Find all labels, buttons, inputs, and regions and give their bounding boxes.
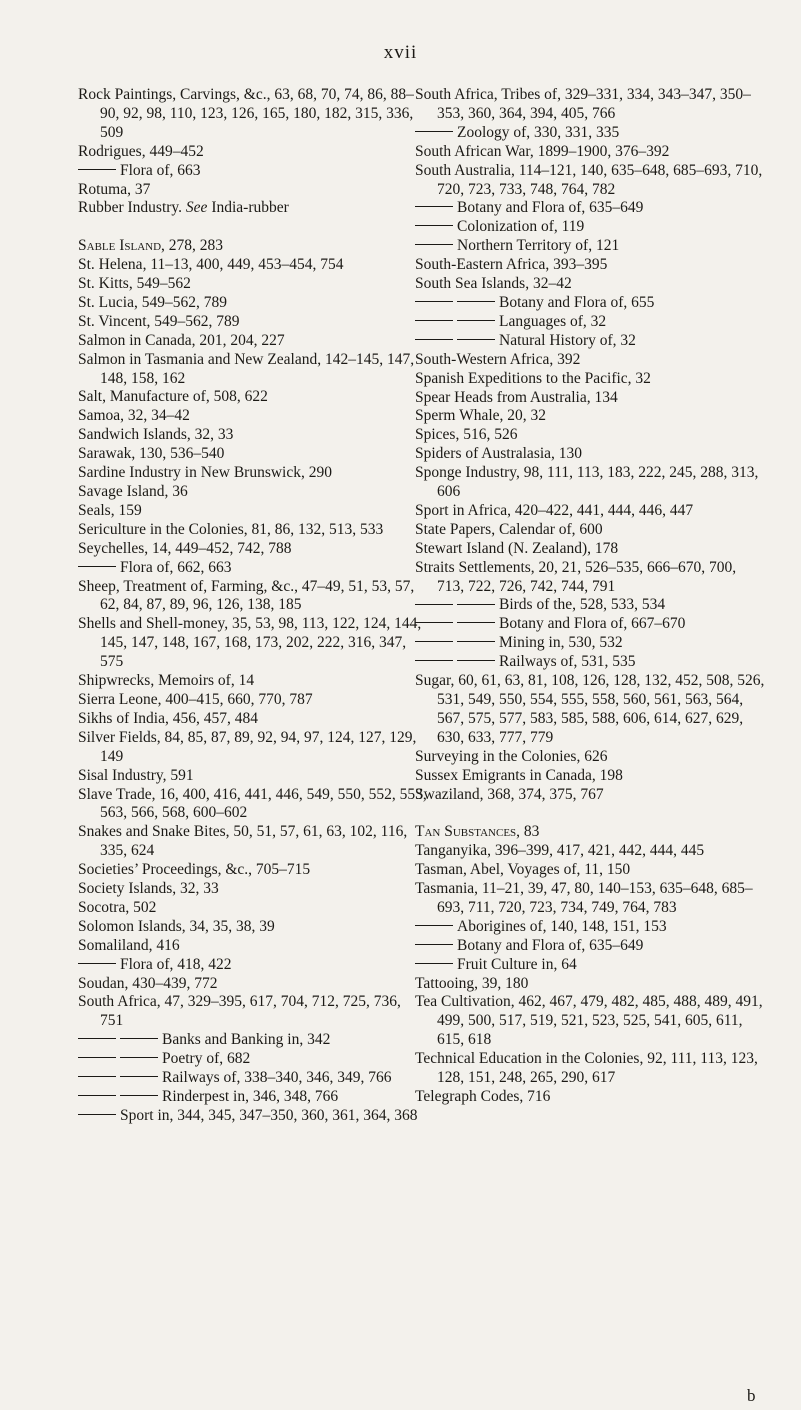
entry-text: Tea Cultivation, 462, 467, 479, 482, 485, 488, 489, 491, 499, 500, 517, 519, 521, 523, 525, 541, 605, 611, 615, 618 bbox=[415, 993, 763, 1049]
index-entry bbox=[78, 502, 428, 521]
index-entry bbox=[415, 502, 765, 521]
index-subentry bbox=[415, 124, 765, 143]
ditto-dash bbox=[415, 225, 453, 226]
entry-text: Tasmania, 11–21, 39, 47, 80, 140–153, 635–648, 685–693, 711, 720, 723, 734, 749, 764, 783 bbox=[415, 880, 753, 916]
entry-text: Sarawak, 130, 536–540 bbox=[78, 445, 225, 463]
index-entry bbox=[78, 407, 428, 426]
ditto-dash bbox=[457, 301, 495, 302]
entry-text: Rodrigues, 449–452 bbox=[78, 142, 204, 160]
ditto-dash bbox=[415, 206, 453, 207]
ditto-dash bbox=[415, 244, 453, 245]
entry-text: Tasman, Abel, Voyages of, 11, 150 bbox=[415, 861, 631, 879]
entry-text: Birds of the, 528, 533, 534 bbox=[499, 596, 666, 614]
entry-text: Banks and Banking in, 342 bbox=[162, 1031, 331, 1049]
index-entry bbox=[415, 1050, 765, 1088]
entry-text: Rotuma, 37 bbox=[78, 180, 151, 198]
entry-text: South Africa, Tribes of, 329–331, 334, 343–347, 350–353, 360, 364, 394, 405, 766 bbox=[415, 86, 751, 122]
entry-text: Sussex Emigrants in Canada, 198 bbox=[415, 766, 623, 784]
entry-text: Flora of, 662, 663 bbox=[120, 558, 232, 576]
entry-text: South Sea Islands, 32–42 bbox=[415, 275, 572, 293]
entry-text: Sport in Africa, 420–422, 441, 444, 446, 447 bbox=[415, 501, 694, 519]
ditto-dash bbox=[415, 925, 453, 926]
index-entry bbox=[78, 332, 428, 351]
entry-text: South-Eastern Africa, 393–395 bbox=[415, 256, 608, 274]
ditto-dash bbox=[120, 1095, 158, 1096]
index-subentry bbox=[415, 237, 765, 256]
entry-text: Mining in, 530, 532 bbox=[499, 634, 623, 652]
entry-text: Sierra Leone, 400–415, 660, 770, 787 bbox=[78, 690, 313, 708]
entry-text: South Africa, 47, 329–395, 617, 704, 712, 725, 736, 751 bbox=[78, 993, 401, 1030]
ditto-dash bbox=[120, 1038, 158, 1039]
entry-text: St. Helena, 11–13, 400, 449, 453–454, 754 bbox=[78, 256, 344, 274]
entry-text: Sperm Whale, 20, 32 bbox=[415, 407, 547, 425]
ditto-dash bbox=[457, 622, 495, 623]
index-entry bbox=[78, 237, 428, 256]
index-entry bbox=[78, 767, 428, 786]
entry-text: Straits Settlements, 20, 21, 526–535, 666–670, 700, 713, 722, 726, 742, 744, 791 bbox=[415, 558, 737, 595]
entry-text: Soudan, 430–439, 772 bbox=[78, 974, 218, 992]
index-subentry bbox=[78, 1107, 428, 1126]
index-entry bbox=[78, 615, 428, 672]
ditto-dash bbox=[457, 660, 495, 661]
entry-text: St. Vincent, 549–562, 789 bbox=[78, 312, 240, 330]
entry-text: Sheep, Treatment of, Farming, &c., 47–49, 51, 53, 57, 62, 84, 87, 89, 96, 126, 138, 185 bbox=[78, 577, 415, 614]
index-entry bbox=[78, 691, 428, 710]
entry-text: State Papers, Calendar of, 600 bbox=[415, 520, 603, 538]
index-entry bbox=[415, 389, 765, 408]
index-subentry bbox=[78, 1050, 428, 1069]
index-subentry bbox=[415, 653, 765, 672]
entry-text: Socotra, 502 bbox=[78, 898, 157, 916]
entry-text: Stewart Island (N. Zealand), 178 bbox=[415, 539, 619, 557]
index-entry bbox=[415, 823, 765, 842]
entry-text: Botany and Flora of, 655 bbox=[499, 293, 655, 311]
entry-text: Fruit Culture in, 64 bbox=[457, 955, 577, 973]
index-entry bbox=[415, 993, 765, 1050]
entry-text: Sikhs of India, 456, 457, 484 bbox=[78, 709, 258, 727]
index-entry bbox=[415, 445, 765, 464]
index-subentry bbox=[415, 218, 765, 237]
entry-heading: Sable Island bbox=[78, 237, 162, 255]
index-entry bbox=[78, 710, 428, 729]
index-subentry bbox=[415, 634, 765, 653]
entry-text: Sugar, 60, 61, 63, 81, 108, 126, 128, 132, 452, 508, 526, 531, 549, 550, 554, 555, 558, 560, 561, 563, 564, 567, 575, 577, 583, 585, 588, 606, 614, 627, 629, 630, 633, 777, 779 bbox=[415, 672, 765, 746]
entry-text: Botany and Flora of, 635–649 bbox=[457, 936, 644, 954]
entry-text: Poetry of, 682 bbox=[162, 1050, 251, 1068]
entry-text: Shells and Shell-money, 35, 53, 98, 113, 122, 124, 144, 145, 147, 148, 167, 168, 173, 202, 222, 316, 347, 575 bbox=[78, 615, 422, 671]
index-entry bbox=[78, 426, 428, 445]
index-entry bbox=[78, 313, 428, 332]
index-entry bbox=[78, 937, 428, 956]
entry-text: Swaziland, 368, 374, 375, 767 bbox=[415, 785, 604, 803]
index-column-left bbox=[78, 86, 428, 1126]
ditto-dash bbox=[415, 301, 453, 302]
index-entry bbox=[78, 899, 428, 918]
entry-text: South-Western Africa, 392 bbox=[415, 350, 581, 368]
ditto-dash bbox=[78, 1114, 116, 1115]
entry-text: Solomon Islands, 34, 35, 38, 39 bbox=[78, 917, 275, 935]
ditto-dash bbox=[78, 169, 116, 170]
entry-text: Spices, 516, 526 bbox=[415, 426, 518, 444]
index-entry bbox=[415, 407, 765, 426]
ditto-dash bbox=[415, 320, 453, 321]
index-entry bbox=[415, 559, 765, 597]
index-entry bbox=[415, 880, 765, 918]
entry-text: Telegraph Codes, 716 bbox=[415, 1088, 551, 1106]
entry-text: South Australia, 114–121, 140, 635–648, 685–693, 710, 720, 723, 733, 748, 764, 782 bbox=[415, 161, 763, 198]
index-subentry bbox=[78, 162, 428, 181]
index-subentry bbox=[415, 294, 765, 313]
entry-text: Salmon in Tasmania and New Zealand, 142–145, 147, 148, 158, 162 bbox=[78, 350, 415, 387]
ditto-dash bbox=[78, 963, 116, 964]
index-entry bbox=[78, 464, 428, 483]
index-entry bbox=[415, 1088, 765, 1107]
index-subentry bbox=[78, 559, 428, 578]
entry-text: Sisal Industry, 591 bbox=[78, 766, 194, 784]
entry-see-target: India-rubber bbox=[207, 199, 289, 217]
ditto-dash bbox=[120, 1057, 158, 1058]
index-entry bbox=[78, 483, 428, 502]
entry-text: Flora of, 418, 422 bbox=[120, 955, 232, 973]
index-entry bbox=[415, 370, 765, 389]
ditto-dash bbox=[78, 1076, 116, 1077]
entry-text: South African War, 1899–1900, 376–392 bbox=[415, 142, 670, 160]
signature-mark: b bbox=[747, 1386, 756, 1405]
entry-text: Salt, Manufacture of, 508, 622 bbox=[78, 388, 268, 406]
ditto-dash bbox=[415, 339, 453, 340]
entry-text: Languages of, 32 bbox=[499, 312, 607, 330]
entry-text: Aborigines of, 140, 148, 151, 153 bbox=[457, 917, 667, 935]
index-entry bbox=[78, 918, 428, 937]
ditto-dash bbox=[78, 1057, 116, 1058]
entry-text: Somaliland, 416 bbox=[78, 936, 180, 954]
entry-text: Zoology of, 330, 331, 335 bbox=[457, 123, 620, 141]
index-entry bbox=[415, 256, 765, 275]
ditto-dash bbox=[415, 604, 453, 605]
entry-text: Sandwich Islands, 32, 33 bbox=[78, 426, 234, 444]
index-entry bbox=[78, 181, 428, 200]
index-subentry bbox=[78, 1088, 428, 1107]
index-entry bbox=[415, 426, 765, 445]
index-subentry bbox=[78, 1069, 428, 1088]
entry-heading: Tan Substances bbox=[415, 823, 517, 841]
index-entry bbox=[415, 86, 765, 124]
index-entry bbox=[78, 975, 428, 994]
index-subentry bbox=[78, 1031, 428, 1050]
index-subentry bbox=[415, 937, 765, 956]
entry-text: Samoa, 32, 34–42 bbox=[78, 407, 190, 425]
index-entry bbox=[78, 256, 428, 275]
ditto-dash bbox=[457, 320, 495, 321]
index-entry bbox=[415, 767, 765, 786]
entry-text: Seals, 159 bbox=[78, 501, 142, 519]
entry-text: , 83 bbox=[516, 823, 540, 841]
ditto-dash bbox=[78, 1095, 116, 1096]
index-column-right bbox=[415, 86, 765, 1107]
entry-text: Rinderpest in, 346, 348, 766 bbox=[162, 1088, 339, 1106]
index-entry bbox=[78, 143, 428, 162]
page-number: xvii bbox=[383, 42, 418, 63]
entry-text: Sponge Industry, 98, 111, 113, 183, 222, 245, 288, 313, 606 bbox=[415, 464, 759, 501]
entry-text: Societies’ Proceedings, &c., 705–715 bbox=[78, 861, 311, 879]
entry-text: Sardine Industry in New Brunswick, 290 bbox=[78, 464, 332, 482]
entry-text: Slave Trade, 16, 400, 416, 441, 446, 549, 550, 552, 553, 563, 566, 568, 600–602 bbox=[78, 785, 427, 822]
ditto-dash bbox=[457, 641, 495, 642]
index-entry bbox=[78, 275, 428, 294]
ditto-dash bbox=[415, 660, 453, 661]
index-entry bbox=[78, 880, 428, 899]
entry-text: Sericulture in the Colonies, 81, 86, 132, 513, 533 bbox=[78, 520, 384, 538]
index-entry bbox=[78, 540, 428, 559]
entry-text: Rock Paintings, Carvings, &c., 63, 68, 70, 74, 86, 88–90, 92, 98, 110, 123, 126, 165, 180, 182, 315, 336, 509 bbox=[78, 86, 414, 141]
index-entry bbox=[415, 672, 765, 748]
ditto-dash bbox=[457, 604, 495, 605]
ditto-dash bbox=[415, 944, 453, 945]
index-entry bbox=[78, 445, 428, 464]
entry-text: Seychelles, 14, 449–452, 742, 788 bbox=[78, 539, 292, 557]
ditto-dash bbox=[415, 963, 453, 964]
ditto-dash bbox=[120, 1076, 158, 1077]
entry-text: Tanganyika, 396–399, 417, 421, 442, 444, 445 bbox=[415, 842, 705, 860]
entry-text: Spanish Expeditions to the Pacific, 32 bbox=[415, 369, 651, 387]
entry-text: Shipwrecks, Memoirs of, 14 bbox=[78, 672, 255, 690]
entry-see-reference: See bbox=[185, 199, 208, 217]
ditto-dash bbox=[415, 131, 453, 132]
index-entry bbox=[78, 861, 428, 880]
index-entry bbox=[78, 672, 428, 691]
entry-text: Natural History of, 32 bbox=[499, 331, 636, 349]
entry-text: Colonization of, 119 bbox=[457, 218, 585, 236]
index-entry bbox=[78, 388, 428, 407]
index-entry bbox=[415, 975, 765, 994]
index-subentry bbox=[415, 956, 765, 975]
index-entry bbox=[415, 275, 765, 294]
entry-text: Spiders of Australasia, 130 bbox=[415, 445, 583, 463]
entry-text: Northern Territory of, 121 bbox=[457, 237, 620, 255]
index-subentry bbox=[78, 956, 428, 975]
entry-text: Sport in, 344, 345, 347–350, 360, 361, 364, 368 bbox=[120, 1106, 418, 1124]
entry-text: Botany and Flora of, 635–649 bbox=[457, 199, 644, 217]
index-entry bbox=[415, 351, 765, 370]
index-entry bbox=[415, 521, 765, 540]
index-entry bbox=[415, 162, 765, 200]
entry-text: Snakes and Snake Bites, 50, 51, 57, 61, 63, 102, 116, 335, 624 bbox=[78, 823, 408, 860]
index-entry bbox=[415, 143, 765, 162]
index-subentry bbox=[415, 332, 765, 351]
entry-text: Salmon in Canada, 201, 204, 227 bbox=[78, 331, 285, 349]
entry-text: St. Kitts, 549–562 bbox=[78, 275, 191, 293]
index-entry bbox=[415, 861, 765, 880]
index-entry bbox=[78, 351, 428, 389]
index-entry bbox=[78, 993, 428, 1031]
index-entry bbox=[415, 842, 765, 861]
index-entry bbox=[78, 729, 428, 767]
index-subentry bbox=[415, 199, 765, 218]
ditto-dash bbox=[78, 566, 116, 567]
entry-text: Flora of, 663 bbox=[120, 161, 201, 179]
entry-text: Surveying in the Colonies, 626 bbox=[415, 747, 608, 765]
entry-text: Silver Fields, 84, 85, 87, 89, 92, 94, 97, 124, 127, 129, 149 bbox=[78, 728, 417, 765]
ditto-dash bbox=[415, 641, 453, 642]
ditto-dash bbox=[457, 339, 495, 340]
ditto-dash bbox=[415, 622, 453, 623]
index-subentry bbox=[415, 918, 765, 937]
entry-text: St. Lucia, 549–562, 789 bbox=[78, 293, 227, 311]
entry-text: Botany and Flora of, 667–670 bbox=[499, 615, 686, 633]
index-entry bbox=[78, 521, 428, 540]
index-subentry bbox=[415, 615, 765, 634]
index-subentry bbox=[415, 313, 765, 332]
ditto-dash bbox=[78, 1038, 116, 1039]
entry-text: Tattooing, 39, 180 bbox=[415, 974, 529, 992]
index-entry bbox=[415, 464, 765, 502]
index-entry bbox=[78, 823, 428, 861]
index-entry bbox=[78, 786, 428, 824]
entry-text: Society Islands, 32, 33 bbox=[78, 880, 219, 898]
entry-text: Railways of, 338–340, 346, 349, 766 bbox=[162, 1069, 392, 1087]
index-entry bbox=[415, 540, 765, 559]
index-subentry bbox=[415, 596, 765, 615]
entry-text: , 278, 283 bbox=[161, 237, 224, 255]
index-entry bbox=[78, 86, 428, 143]
index-entry bbox=[78, 294, 428, 313]
entry-text: Spear Heads from Australia, 134 bbox=[415, 388, 618, 406]
index-entry bbox=[78, 199, 428, 218]
entry-text: Technical Education in the Colonies, 92, 111, 113, 123, 128, 151, 248, 265, 290, 617 bbox=[415, 1050, 758, 1087]
entry-text: Rubber Industry. bbox=[78, 199, 186, 217]
index-entry bbox=[415, 786, 765, 805]
entry-text: Railways of, 531, 535 bbox=[499, 653, 636, 671]
index-entry bbox=[415, 748, 765, 767]
entry-text: Savage Island, 36 bbox=[78, 483, 188, 501]
index-entry bbox=[78, 578, 428, 616]
